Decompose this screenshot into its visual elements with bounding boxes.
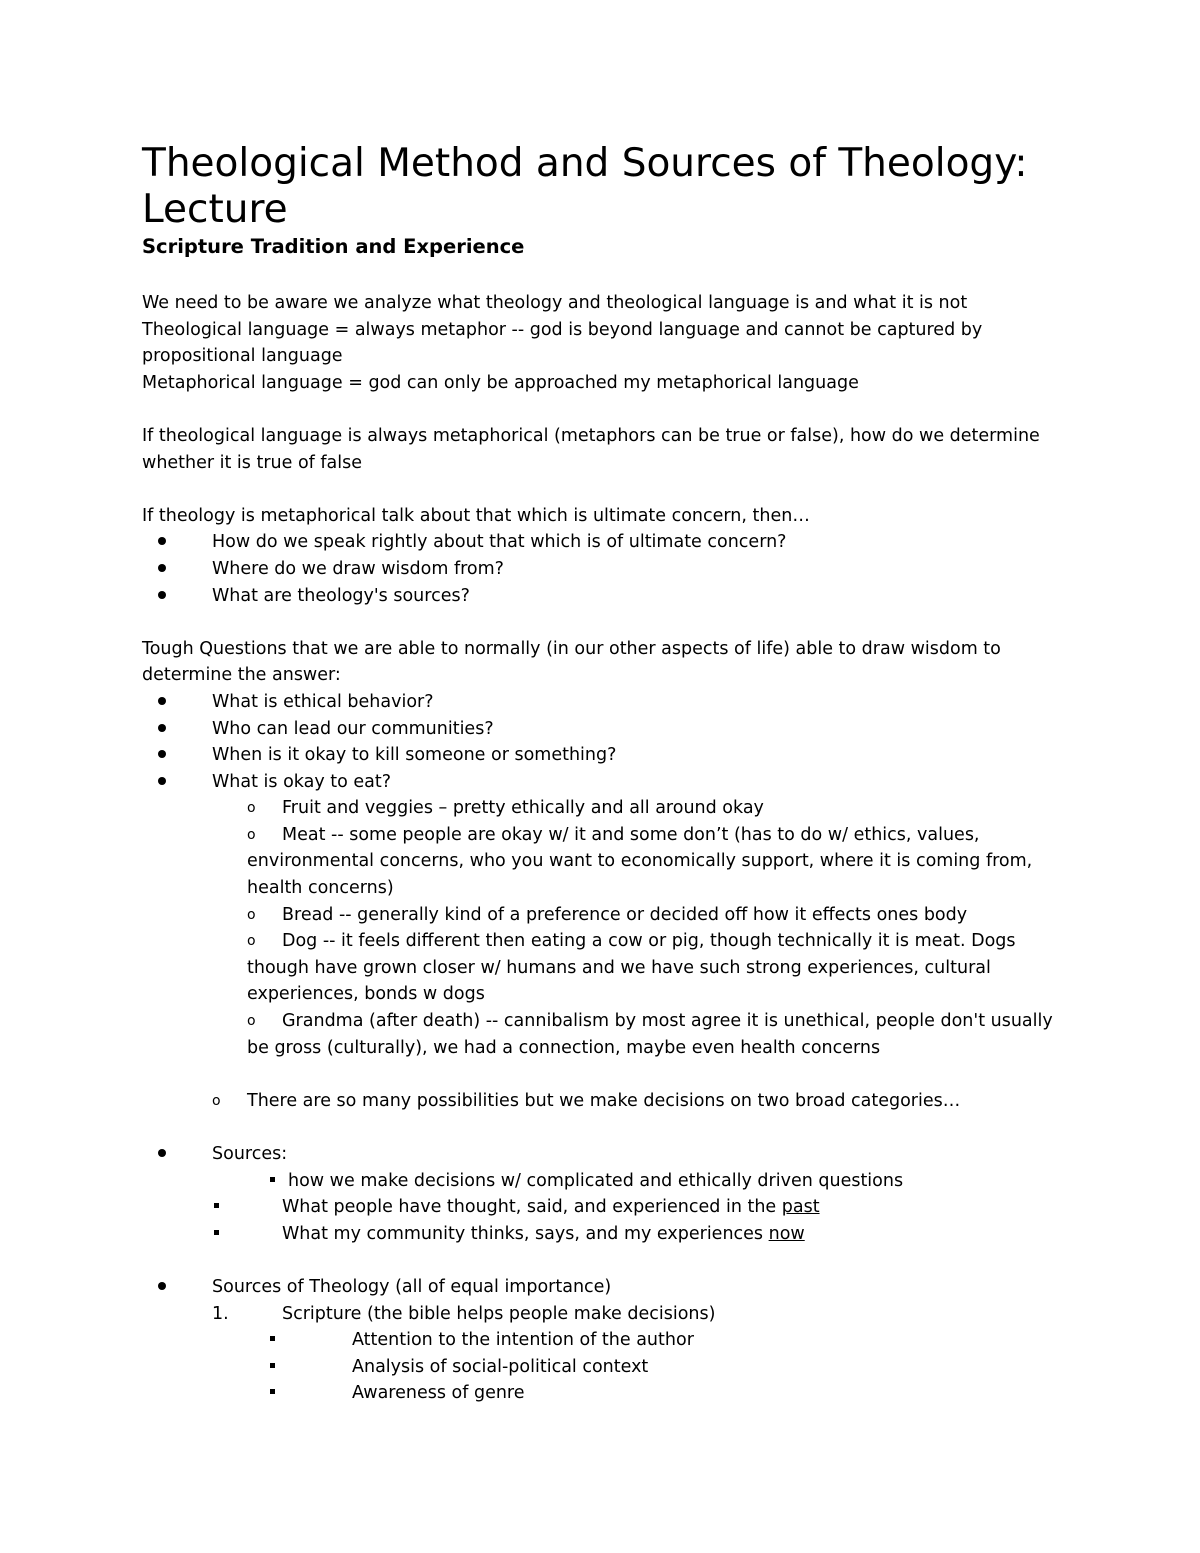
list-item: How do we speak rightly about that which is of ultimate concern? [142,529,1062,556]
intro-line: Theological language = always metaphor -- god is beyond language and cannot be captured by propositional language [142,319,983,367]
square-bullet-icon [214,1230,219,1235]
list-item: Sources of Theology (all of equal importance) [142,1274,1062,1301]
bullet-icon [158,591,166,599]
square-list-item: how we make decisions w/ complicated and ethically driven questions [142,1168,1062,1195]
sub-list-item: o Grandma (after death) -- cannibalism by most agree it is unethical, people don't usually be gross (culturally), we had a connection, maybe even health concerns [142,1008,1062,1061]
square-list-item: Attention to the intention of the author [142,1327,1062,1354]
bullet-icon [158,697,166,705]
circle-bullet-icon: o [212,1092,221,1109]
circle-bullet-icon: o [247,826,256,843]
document-body [142,290,1062,1407]
list-item: When is it okay to kill someone or something? [142,742,1062,769]
square-list-item: What people have thought, said, and experienced in the past [142,1194,1062,1221]
bullet-icon [158,750,166,758]
document-title: Theological Method and Sources of Theology: Lecture [142,141,1028,232]
sub-list-item: o Dog -- it feels different then eating a cow or pig, though technically it is meat. Dogs though have grown closer w/ humans and we have such strong experiences, cultural experiences, bonds w dogs [142,928,1062,1008]
circle-bullet-icon: o [247,906,256,923]
list-item: Who can lead our communities? [142,716,1062,743]
bullet-icon [158,564,166,572]
square-bullet-icon [270,1336,275,1341]
numbered-list-item: 1. Scripture (the bible helps people make decisions) [212,1303,716,1324]
square-bullet-icon [270,1177,275,1182]
circle-bullet-icon: o [247,800,256,817]
list-item: What is okay to eat? [142,769,1062,796]
tough-lead: Tough Questions that we are able to normally (in our other aspects of life) able to draw wisdom to determine the answer: [142,638,1001,686]
sub-list-item: o Meat -- some people are okay w/ it and some don’t (has to do w/ ethics, values, environmental concerns, who you want to economically support, where it is coming from, health concerns) [142,822,1062,902]
bullet-icon [158,724,166,732]
bullet-icon [158,1282,166,1290]
list-item: What is ethical behavior? [142,689,1062,716]
square-bullet-icon [214,1203,219,1208]
list-item: Where do we draw wisdom from? [142,556,1062,583]
square-list-item: Awareness of genre [142,1380,1062,1407]
list-item: Sources: [142,1141,1062,1168]
square-bullet-icon [270,1389,275,1394]
square-bullet-icon [270,1363,275,1368]
square-list-item: Analysis of social-political context [142,1354,1062,1381]
sub-list-item: o Fruit and veggies – pretty ethically and all around okay [142,795,1062,822]
document-subtitle: Scripture Tradition and Experience [142,235,525,258]
intro-line: Metaphorical language = god can only be approached my metaphorical language [142,372,859,393]
bullet-icon [158,1149,166,1157]
circle-bullet-icon: o [247,933,256,950]
bullet-icon [158,777,166,785]
bullet-icon [158,537,166,545]
circle-bullet-icon: o [247,1013,256,1030]
ultimate-lead: If theology is metaphorical talk about that which is ultimate concern, then… [142,505,810,526]
sub-list-item: o Bread -- generally kind of a preference or decided off how it effects ones body [142,902,1062,929]
square-list-item: What my community thinks, says, and my experiences now [142,1221,1062,1248]
intro-line: We need to be aware we analyze what theology and theological language is and what it is not [142,293,968,313]
list-item: What are theology's sources? [142,583,1062,610]
sub-list-item: o There are so many possibilities but we make decisions on two broad categories… [142,1088,1062,1115]
question-paragraph: If theological language is always metaphorical (metaphors can be true or false), how do we determine whether it is true of false [142,425,1040,473]
